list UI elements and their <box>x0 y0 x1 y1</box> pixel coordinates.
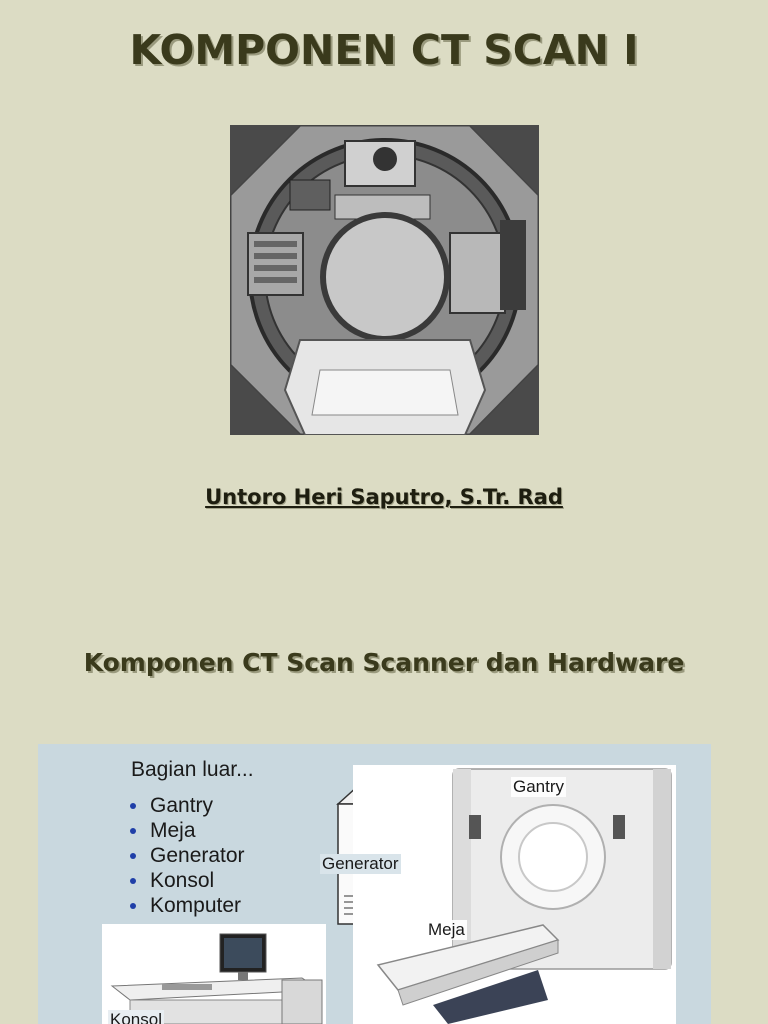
figure-heading: Bagian luar... <box>131 758 254 781</box>
bullet-icon <box>130 853 136 859</box>
list-item <box>128 793 245 818</box>
bullet-icon <box>130 878 136 884</box>
slide-title: KOMPONEN CT SCAN I <box>129 26 639 74</box>
list-item-label: Gantry <box>150 794 214 817</box>
list-item-label: Meja <box>150 819 196 842</box>
author-name: Untoro Heri Saputro, S.Tr. Rad <box>205 485 563 509</box>
list-item-label: Generator <box>150 844 245 867</box>
gantry-label: Gantry <box>513 777 565 796</box>
list-item-label: Konsol <box>150 869 215 892</box>
list-item <box>128 818 245 843</box>
bullet-icon <box>130 803 136 809</box>
list-item <box>128 893 245 918</box>
list-item <box>128 843 245 868</box>
konsol-label: Konsol <box>108 1010 164 1024</box>
component-list <box>128 793 245 918</box>
bullet-icon <box>130 903 136 909</box>
section-subtitle: Komponen CT Scan Scanner dan Hardware <box>83 648 685 677</box>
bullet-icon <box>130 828 136 834</box>
gantry-table-photo <box>353 765 676 1024</box>
generator-label: Generator <box>322 854 399 873</box>
ct-gantry-interior-photo <box>230 125 539 435</box>
list-item <box>128 868 245 893</box>
console-photo <box>102 924 326 1024</box>
list-item-label: Komputer <box>150 894 242 917</box>
components-figure <box>38 744 711 1024</box>
meja-label: Meja <box>428 920 465 939</box>
